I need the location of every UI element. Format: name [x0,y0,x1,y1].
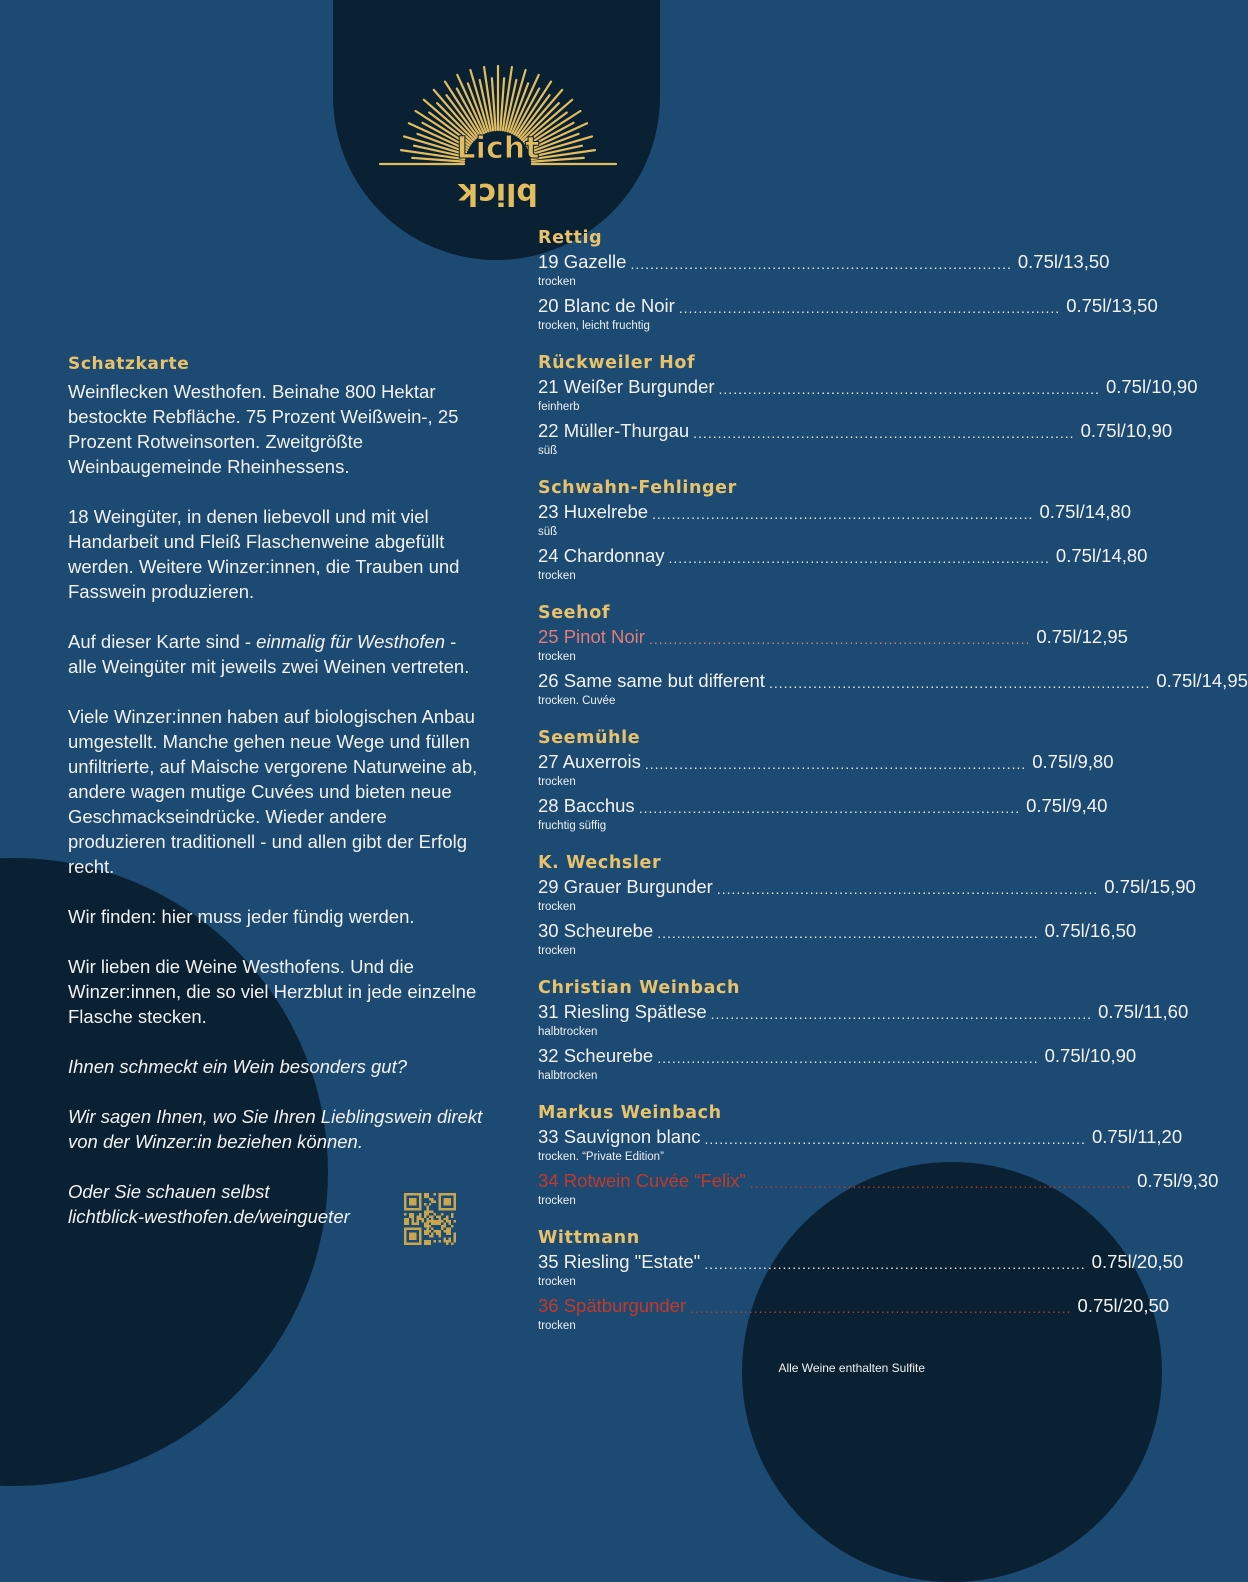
wine-price: 0.75l/11,60 [1098,1001,1189,1022]
wine-price: 0.75l/9,40 [1026,795,1108,816]
wine-price: 0.75l/20,50 [1077,1295,1170,1316]
wine-description: süß [538,445,558,457]
wine-description: halbtrocken [538,1026,598,1038]
wine-price: 0.75l/16,50 [1044,920,1137,941]
wine-item [538,1044,1137,1067]
wine-description: trocken, leicht fruchtig [538,320,650,332]
producer-name: Wittmann [538,1228,640,1248]
wine-price: 0.75l/14,95 [1156,670,1248,691]
wine-price: 0.75l/10,90 [1105,376,1198,397]
producer-name: Schwahn-Fehlinger [538,478,737,498]
producer-name: Christian Weinbach [538,978,741,998]
producer-block [538,476,1148,588]
wine-description: trocken [538,1320,576,1332]
intro-paragraph-6: Wir lieben die Weine Westhofens. Und die Winzer:innen, die so viel Herzblut in jede einzelne Flasche stecken. [68,956,477,1027]
wine-price: 0.75l/11,20 [1091,1126,1183,1147]
qr-code-icon [404,1193,456,1245]
wine-item [538,1250,1184,1273]
producer-block [538,726,1114,838]
wine-name: 25 Pinot Noir [538,626,645,647]
dot-leader: .............................................................................. [648,631,1031,647]
producer-block [538,851,1196,963]
producer-name: Seehof [538,603,611,623]
logo-text-licht: Licht [456,131,540,166]
wine-description: trocken [538,1276,576,1288]
dot-leader: .............................................................................. [704,1131,1086,1147]
wine-item [538,1294,1170,1317]
dot-leader: .............................................................................. [749,1175,1132,1191]
dot-leader: .............................................................................. [668,550,1050,566]
wine-price: 0.75l/12,95 [1036,626,1128,647]
wine-item [538,250,1110,273]
dot-leader: .............................................................................. [704,1256,1086,1272]
wine-name: 30 Scheurebe [538,920,654,941]
dot-leader: .............................................................................. [710,1006,1093,1022]
wine-price: 0.75l/9,30 [1137,1170,1219,1191]
qr-code[interactable] [404,1193,456,1245]
wine-description: trocken. “Private Edition” [538,1151,664,1163]
wine-description: trocken [538,776,576,788]
wine-name: 27 Auxerrois [538,751,641,772]
wine-item [538,875,1196,898]
wine-price: 0.75l/9,80 [1032,751,1114,772]
producer-block [538,351,1198,463]
wine-name: 26 Same same but different [538,670,765,691]
sulfite-note: Alle Weine enthalten Sulfite [778,1361,925,1375]
wine-name: 33 Sauvignon blanc [538,1126,701,1147]
wine-name: 36 Spätburgunder [538,1295,687,1316]
producer-name: Seemühle [538,728,641,748]
producer-block [538,976,1189,1088]
producer-name: K. Wechsler [538,853,662,873]
p3-after: - alle Weingüter mit jeweils zwei Weinen vertreten. [68,631,470,677]
wine-price: 0.75l/14,80 [1039,501,1132,522]
intro-paragraph-2: 18 Weingüter, in denen liebevoll und mit viel Handarbeit und Fleiß Flaschenweine abgefüllt werden. Weitere Winzer:innen, die Trauben und Fasswein produzieren. [68,506,460,602]
wine-description: trocken. Cuvée [538,695,616,707]
intro-column [68,348,488,1254]
wine-price: 0.75l/13,50 [1017,251,1110,272]
wine-name: 28 Bacchus [538,795,635,816]
wine-description: trocken [538,1195,576,1207]
wine-price: 0.75l/14,80 [1055,545,1148,566]
intro-italic-1: Ihnen schmeckt ein Wein besonders gut? [68,1056,408,1077]
dot-leader: .............................................................................. [657,925,1039,941]
wine-name: 20 Blanc de Noir [538,295,675,316]
wine-description: feinherb [538,401,580,413]
wine-description: trocken [538,945,576,957]
p3-before: Auf dieser Karte sind - [68,631,257,652]
wine-list [538,226,1248,1351]
wine-description: trocken [538,570,576,582]
wine-name: 19 Gazelle [538,251,627,272]
dot-leader: .............................................................................. [693,425,1075,441]
producer-block [538,601,1248,713]
wine-description: süß [538,526,558,538]
wine-price: 0.75l/20,50 [1091,1251,1184,1272]
wine-description: trocken [538,651,576,663]
dot-leader: .............................................................................. [644,756,1027,772]
dot-leader: .............................................................................. [652,506,1034,522]
dot-leader: .............................................................................. [716,881,1099,897]
dot-leader: .............................................................................. [768,675,1151,691]
producer-block [538,226,1158,338]
closing-line-1: Oder Sie schauen selbst [68,1181,270,1202]
wine-price: 0.75l/10,90 [1044,1045,1137,1066]
wine-price: 0.75l/13,50 [1066,295,1158,316]
producer-block [538,1226,1184,1338]
wine-name: 31 Riesling Spätlese [538,1001,707,1022]
wine-name: 23 Huxelrebe [538,501,649,522]
wine-price: 0.75l/15,90 [1104,876,1196,897]
wine-name: 32 Scheurebe [538,1045,654,1066]
wine-item [538,1169,1219,1192]
wine-item [538,669,1248,692]
wine-item [538,419,1173,442]
intro-italic-2: Wir sagen Ihnen, wo Sie Ihren Lieblingswein direkt von der Winzer:in beziehen können. [68,1106,483,1152]
dot-leader: .............................................................................. [638,800,1021,816]
dot-leader: .............................................................................. [678,300,1061,316]
wine-item [538,625,1128,648]
producer-name: Markus Weinbach [538,1103,722,1123]
sunburst-logo-icon [370,60,626,211]
wine-item [538,1125,1183,1148]
intro-paragraph-1: Weinflecken Westhofen. Beinahe 800 Hektar bestockte Rebfläche. 75 Prozent Weißwein-, 25 Prozent Rotweinsorten. Zweitgrößte Weinbaugemeinde Rheinhessens. [68,381,459,477]
website-link[interactable]: lichtblick-westhofen.de/weingueter [68,1206,350,1227]
wine-description: halbtrocken [538,1070,598,1082]
wine-item [538,375,1198,398]
wine-description: fruchtig süffig [538,820,607,832]
wine-price: 0.75l/10,90 [1080,420,1173,441]
wine-item [538,919,1137,942]
wine-item [538,294,1158,317]
dot-leader: .............................................................................. [718,381,1100,397]
wine-item [538,500,1132,523]
wine-description: trocken [538,901,576,913]
intro-paragraph-5: Wir finden: hier muss jeder fündig werden. [68,906,415,927]
intro-heading: Schatzkarte [68,354,190,374]
wine-name: 34 Rotwein Cuvée “Felix” [538,1170,746,1191]
producer-name: Rückweiler Hof [538,353,696,373]
wine-description: trocken [538,276,576,288]
wine-name: 22 Müller-Thurgau [538,420,690,441]
dot-leader: .............................................................................. [630,256,1012,272]
dot-leader: .............................................................................. [657,1050,1039,1066]
wine-name: 35 Riesling "Estate" [538,1251,701,1272]
producer-block [538,1101,1219,1213]
producer-name: Rettig [538,228,603,248]
intro-paragraph-3 [68,629,488,679]
logo-text-blick: blick [458,176,538,211]
wine-name: 24 Chardonnay [538,545,665,566]
wine-item [538,750,1114,773]
intro-paragraph-4: Viele Winzer:innen haben auf biologischen Anbau umgestellt. Manche gehen neue Wege und füllen unfiltrierte, auf Maische vergorene Naturweine ab, andere wagen mutige Cuvées und bieten neue Geschmackseindrücke. Wieder andere produzieren traditionell - und allen gibt der Erfolg recht. [68,706,478,877]
wine-item [538,794,1108,817]
p3-italic: einmalig für Westhofen [256,631,446,652]
wine-item [538,544,1148,567]
wine-name: 29 Grauer Burgunder [538,876,713,897]
wine-name: 21 Weißer Burgunder [538,376,715,397]
wine-item [538,1000,1189,1023]
dot-leader: .............................................................................. [690,1300,1072,1316]
lichtblick-logo [370,60,626,211]
